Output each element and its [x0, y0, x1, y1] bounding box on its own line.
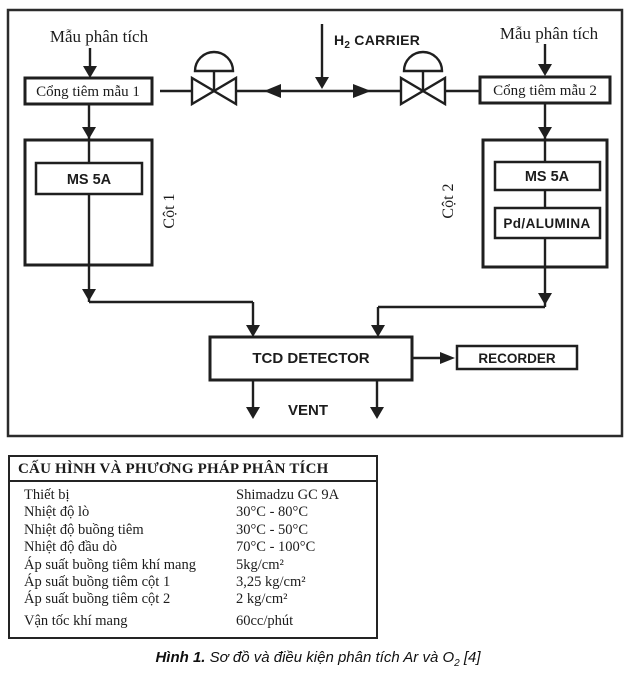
conditions-table-title: CẤU HÌNH VÀ PHƯƠNG PHÁP PHÂN TÍCH: [10, 457, 376, 482]
figure-caption-reference: [4]: [459, 649, 481, 666]
condition-label: Nhiệt độ lò: [24, 504, 90, 521]
injection-port-2-label: Cổng tiêm mẫu 2: [493, 83, 597, 99]
conditions-table-rows: [10, 482, 376, 630]
table-row: [10, 613, 376, 630]
figure-caption-number: Hình 1.: [155, 649, 206, 666]
table-row: [10, 591, 376, 608]
table-row: [10, 539, 376, 556]
h2-carrier-label: $H_2$ CARRIER: [334, 32, 421, 51]
condition-label: Thiết bị: [24, 487, 70, 503]
condition-value: 70°C - 100°C: [236, 539, 316, 556]
table-row: [10, 574, 376, 591]
figure-caption: [0, 649, 636, 669]
tcd-detector-label: TCD DETECTOR: [252, 350, 370, 367]
sample-label-left: Mẫu phân tích: [49, 27, 149, 46]
valve-2-icon: [401, 52, 445, 104]
figure-caption-subscript: 2: [454, 658, 460, 669]
column-2-label: Cột 2: [440, 183, 457, 219]
analysis-conditions-table: [8, 455, 378, 639]
recorder-label: RECORDER: [478, 351, 556, 366]
vent-label: VENT: [287, 402, 329, 419]
condition-value: 30°C - 80°C: [236, 504, 309, 521]
condition-label: Nhiệt độ đầu dò: [24, 539, 118, 556]
condition-value: 30°C - 50°C: [236, 521, 309, 538]
condition-label: Nhiệt độ buồng tiêm: [24, 521, 144, 538]
sample-label-right: Mẫu phân tích: [499, 24, 599, 43]
condition-value: 3,25 kg/cm²: [236, 574, 306, 591]
condition-value: 60cc/phút: [236, 612, 294, 629]
condition-value: 5kg/cm²: [236, 556, 284, 573]
ms5a-right-label: MS 5A: [524, 169, 570, 185]
figure-caption-text: Sơ đồ và điều kiện phân tích Ar và O: [205, 649, 455, 666]
condition-label: Vận tốc khí mang: [24, 612, 128, 629]
injection-port-1-label: Cổng tiêm mẫu 1: [36, 84, 140, 100]
condition-label: Áp suất buồng tiêm cột 2: [24, 591, 171, 608]
column-1-label: Cột 1: [161, 193, 178, 229]
valve-1-icon: [192, 52, 236, 104]
table-row: [10, 487, 376, 504]
condition-value: Shimadzu GC 9A: [236, 487, 340, 503]
table-row: [10, 504, 376, 521]
table-row: [10, 557, 376, 574]
condition-label: Áp suất buồng tiêm cột 1: [24, 574, 171, 591]
table-row: [10, 522, 376, 539]
ms5a-left-label: MS 5A: [66, 172, 112, 188]
pd-alumina-label: Pd/ALUMINA: [503, 216, 591, 231]
condition-label: Áp suất buồng tiêm khí mang: [24, 556, 196, 573]
condition-value: 2 kg/cm²: [236, 591, 288, 608]
